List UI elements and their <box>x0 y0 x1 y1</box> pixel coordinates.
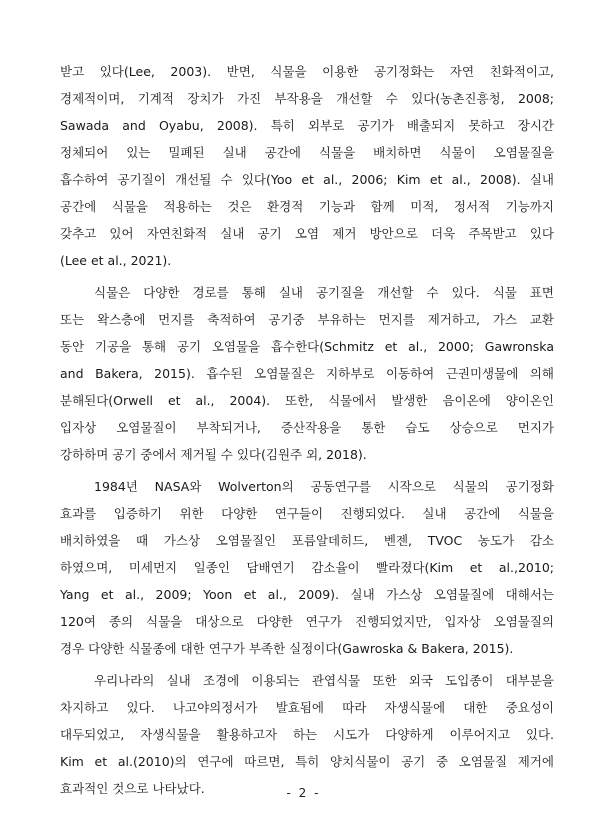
text-line: 분해된다(Orwell et al., 2004). 또한, 식물에서 발생한 음이온에 양이온인 <box>60 393 554 408</box>
text-line: 정체되어 있는 밀폐된 실내 공간에 식물을 배치하면 식물이 오염물질을 <box>60 145 554 160</box>
text-line: 차지하고 있다. 나고야의정서가 발효됨에 따라 자생식물에 대한 중요성이 <box>60 700 554 715</box>
text-line: 받고 있다(Lee, 2003). 반면, 식물을 이용한 공기정화는 자연 친화적이고, <box>60 64 554 79</box>
text-line: 경제적이며, 기계적 장치가 가진 부작용을 개선할 수 있다(농촌진흥청, 2008; <box>60 91 554 106</box>
text-line: 120여 종의 식물을 대상으로 다양한 연구가 진행되었지만, 입자상 오염물질의 <box>60 614 554 629</box>
paragraph-3 <box>60 473 554 662</box>
text-line: 효과를 입증하기 위한 다양한 연구들이 진행되었다. 실내 공간에 식물을 <box>60 506 554 521</box>
text-line: Yang et al., 2009; Yoon et al., 2009). 실내 가스상 오염물질에 대해서는 <box>60 587 554 602</box>
text-line: 입자상 오염물질이 부착되거나, 증산작용을 통한 습도 상승으로 먼지가 <box>60 420 554 435</box>
text-line: 동안 기공을 통해 공기 오염물을 흡수한다(Schmitz et al., 2000; Gawronska <box>60 339 554 354</box>
text-line: 경우 다양한 식물종에 대한 연구가 부족한 실정이다(Gawroska & Bakera, 2015). <box>60 641 514 656</box>
text-line: (Lee et al., 2021). <box>60 253 172 268</box>
paragraph-1 <box>60 58 554 274</box>
text-line: 갖추고 있어 자연친화적 실내 공기 오염 제거 방안으로 더욱 주목받고 있다 <box>60 226 554 241</box>
text-line: 공간에 식물을 적용하는 것은 환경적 기능과 함께 미적, 정서적 기능까지 <box>60 199 554 214</box>
text-line: 하였으며, 미세먼지 일종인 담배연기 감소율이 빨라졌다(Kim et al.,2010; <box>60 560 554 575</box>
paragraph-2 <box>60 279 554 468</box>
text-line: 흡수하여 공기질이 개선될 수 있다(Yoo et al., 2006; Kim et al., 2008). 실내 <box>60 172 554 187</box>
text-line: 1984년 NASA와 Wolverton의 공동연구를 시작으로 식물의 공기정화 <box>94 479 554 494</box>
text-line: 강하하며 공기 중에서 제거될 수 있다(김원주 외, 2018). <box>60 447 367 462</box>
paragraph-4 <box>60 667 554 802</box>
text-line: 효과적인 것으로 나타났다. <box>60 781 205 796</box>
text-line: 우리나라의 실내 조경에 이용되는 관엽식물 또한 외국 도입종이 대부분을 <box>94 673 554 688</box>
text-line: 배치하였을 때 가스상 오염물질인 포름알데히드, 벤젠, TVOC 농도가 감소 <box>60 533 554 548</box>
body-text <box>60 58 554 807</box>
text-line: Kim et al.(2010)의 연구에 따르면, 특히 양치식물이 공기 중 오염물질 제거에 <box>60 754 554 769</box>
text-line: Sawada and Oyabu, 2008). 특히 외부로 공기가 배출되지 못하고 장시간 <box>60 118 554 133</box>
page-number: - 2 - <box>286 786 321 800</box>
text-line: 또는 왁스층에 먼지를 축적하여 공기중 부유하는 먼지를 제거하고, 가스 교환 <box>60 312 554 327</box>
text-line: 대두되었고, 자생식물을 활용하고자 하는 시도가 다양하게 이루어지고 있다. <box>60 727 554 742</box>
text-line: 식물은 다양한 경로를 통해 실내 공기질을 개선할 수 있다. 식물 표면 <box>94 285 554 300</box>
text-line: and Bakera, 2015). 흡수된 오염물질은 지하부로 이동하여 근권미생물에 의해 <box>60 366 554 381</box>
